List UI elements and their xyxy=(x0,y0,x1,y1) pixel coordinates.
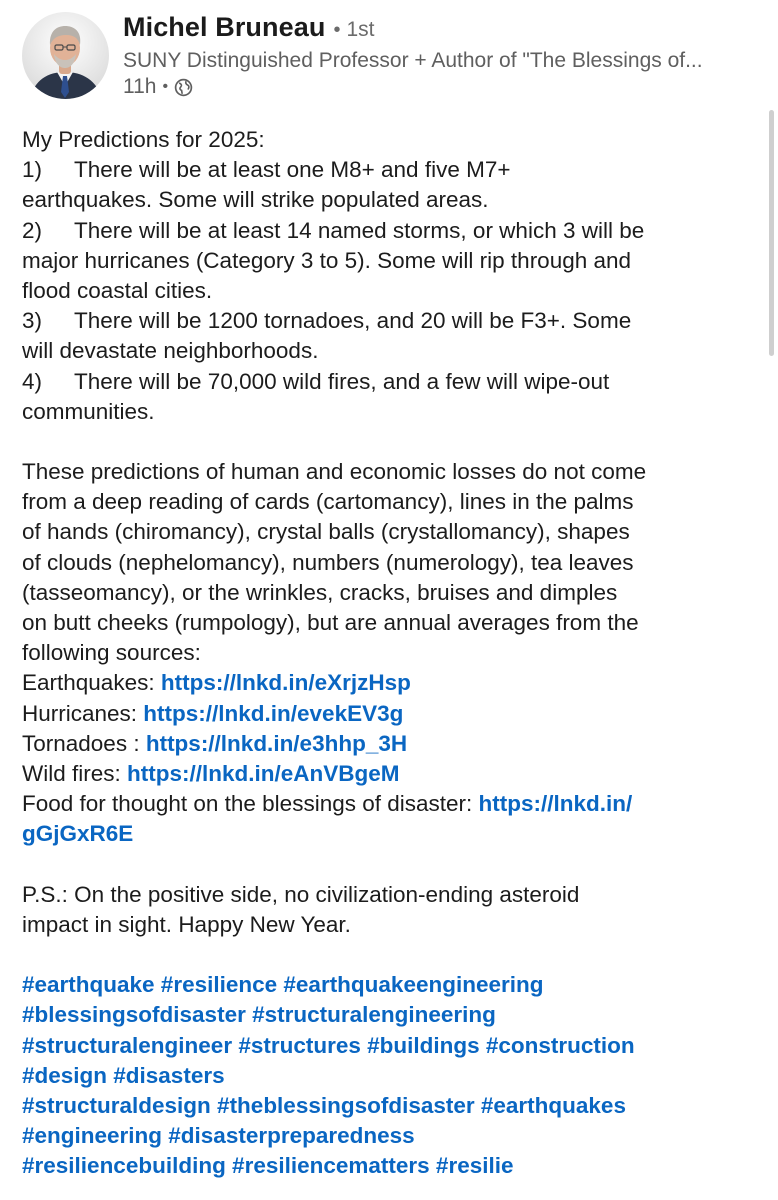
source-label: Tornadoes : xyxy=(22,730,146,756)
prediction-2-line-1 xyxy=(22,216,757,246)
ps-line-1: P.S.: On the positive side, no civilization-ending asteroid xyxy=(22,881,580,907)
avatar-portrait-icon xyxy=(22,12,109,99)
connection-degree: 1st xyxy=(346,18,375,41)
post-time: 11h xyxy=(123,75,157,98)
prediction-text: There will be 70,000 wild fires, and a few will wipe-out xyxy=(74,368,610,394)
paragraph-line: from a deep reading of cards (cartomancy), lines in the palms xyxy=(22,489,634,515)
prediction-4-line-2: communities. xyxy=(22,398,155,424)
author-avatar[interactable] xyxy=(22,12,109,99)
prediction-text: There will be at least one M8+ and five M7+ xyxy=(74,157,511,183)
paragraph-gap xyxy=(22,940,757,970)
hashtag-line[interactable]: #structuraldesign #theblessingsofdisaster #earthquakes xyxy=(22,1093,626,1118)
author-name[interactable]: Michel Bruneau xyxy=(123,12,326,42)
paragraph-line: (tasseomancy), or the wrinkles, cracks, bruises and dimples xyxy=(22,579,618,605)
source-link[interactable]: https://lnkd.in/e3hhp_3H xyxy=(145,730,408,756)
author-name-row xyxy=(123,12,374,44)
prediction-number: 1) xyxy=(22,157,43,183)
hashtag-line[interactable]: #resiliencebuilding #resiliencematters #resilie xyxy=(22,1153,514,1179)
source-link[interactable]: https://lnkd.in/evekEV3g xyxy=(143,700,404,726)
scrollbar-thumb[interactable] xyxy=(769,110,774,356)
hashtag-line[interactable]: #design #disasters xyxy=(22,1062,225,1088)
prediction-number: 2) xyxy=(22,217,43,243)
source-link[interactable]: https://lnkd.in/eXrjzHsp xyxy=(160,670,411,696)
prediction-2-line-3: flood coastal cities. xyxy=(22,277,213,303)
hashtag-line[interactable]: #earthquake #resilience #earthquakeengineering xyxy=(22,972,544,998)
prediction-3-line-2: will devastate neighborhoods. xyxy=(22,338,319,364)
food-link-part-2[interactable]: gGjGxR6E xyxy=(22,821,134,847)
prediction-1-line-2: earthquakes. Some will strike populated areas. xyxy=(22,187,489,213)
meta-separator: • xyxy=(162,78,169,95)
paragraph-line: of hands (chiromancy), crystal balls (crystallomancy), shapes xyxy=(22,519,630,545)
hashtag-line[interactable]: #blessingsofdisaster #structuralengineering xyxy=(22,1002,496,1028)
source-hurricanes xyxy=(22,699,757,729)
post-meta xyxy=(123,75,193,99)
post-intro: My Predictions for 2025: xyxy=(22,127,265,152)
truncation-fade xyxy=(560,1160,630,1200)
food-link-part-1[interactable]: https://lnkd.in/ xyxy=(478,791,633,817)
food-label: Food for thought on the blessings of disaster: xyxy=(22,791,479,817)
name-separator: • xyxy=(333,19,341,41)
prediction-number: 3) xyxy=(22,308,43,334)
prediction-text: There will be at least 14 named storms, or which 3 will be xyxy=(74,217,645,243)
hashtag-line[interactable]: #engineering #disasterpreparedness xyxy=(22,1123,415,1149)
source-wild-fires xyxy=(22,759,757,789)
source-link[interactable]: https://lnkd.in/eAnVBgeM xyxy=(127,760,400,786)
prediction-1-line-1 xyxy=(22,155,757,185)
source-tornadoes xyxy=(22,729,757,759)
author-headline: SUNY Distinguished Professor + Author of "The Blessings of... xyxy=(123,49,703,72)
prediction-3-line-1 xyxy=(22,306,757,336)
food-link-line-2 xyxy=(22,819,757,849)
paragraph-line: of clouds (nephelomancy), numbers (numerology), tea leaves xyxy=(22,549,634,575)
food-for-thought-line xyxy=(22,789,757,819)
prediction-number: 4) xyxy=(22,368,43,394)
post-body xyxy=(22,125,757,1182)
paragraph-line: following sources: xyxy=(22,640,201,666)
paragraph-gap xyxy=(22,850,757,880)
prediction-text: There will be 1200 tornadoes, and 20 will be F3+. Some xyxy=(74,308,632,334)
source-label: Wild fires: xyxy=(22,760,128,786)
source-earthquakes xyxy=(22,668,757,698)
globe-icon xyxy=(174,78,193,97)
paragraph-line: These predictions of human and economic losses do not come xyxy=(22,459,647,485)
prediction-2-line-2: major hurricanes (Category 3 to 5). Some will rip through and xyxy=(22,247,632,273)
source-label: Earthquakes: xyxy=(22,670,161,696)
paragraph-line: on butt cheeks (rumpology), but are annual averages from the xyxy=(22,610,639,635)
paragraph-gap xyxy=(22,427,757,457)
source-label: Hurricanes: xyxy=(22,700,144,726)
hashtag-line[interactable]: #structuralengineer #structures #buildings #construction xyxy=(22,1032,635,1058)
ps-line-2: impact in sight. Happy New Year. xyxy=(22,911,351,937)
prediction-4-line-1 xyxy=(22,367,757,397)
